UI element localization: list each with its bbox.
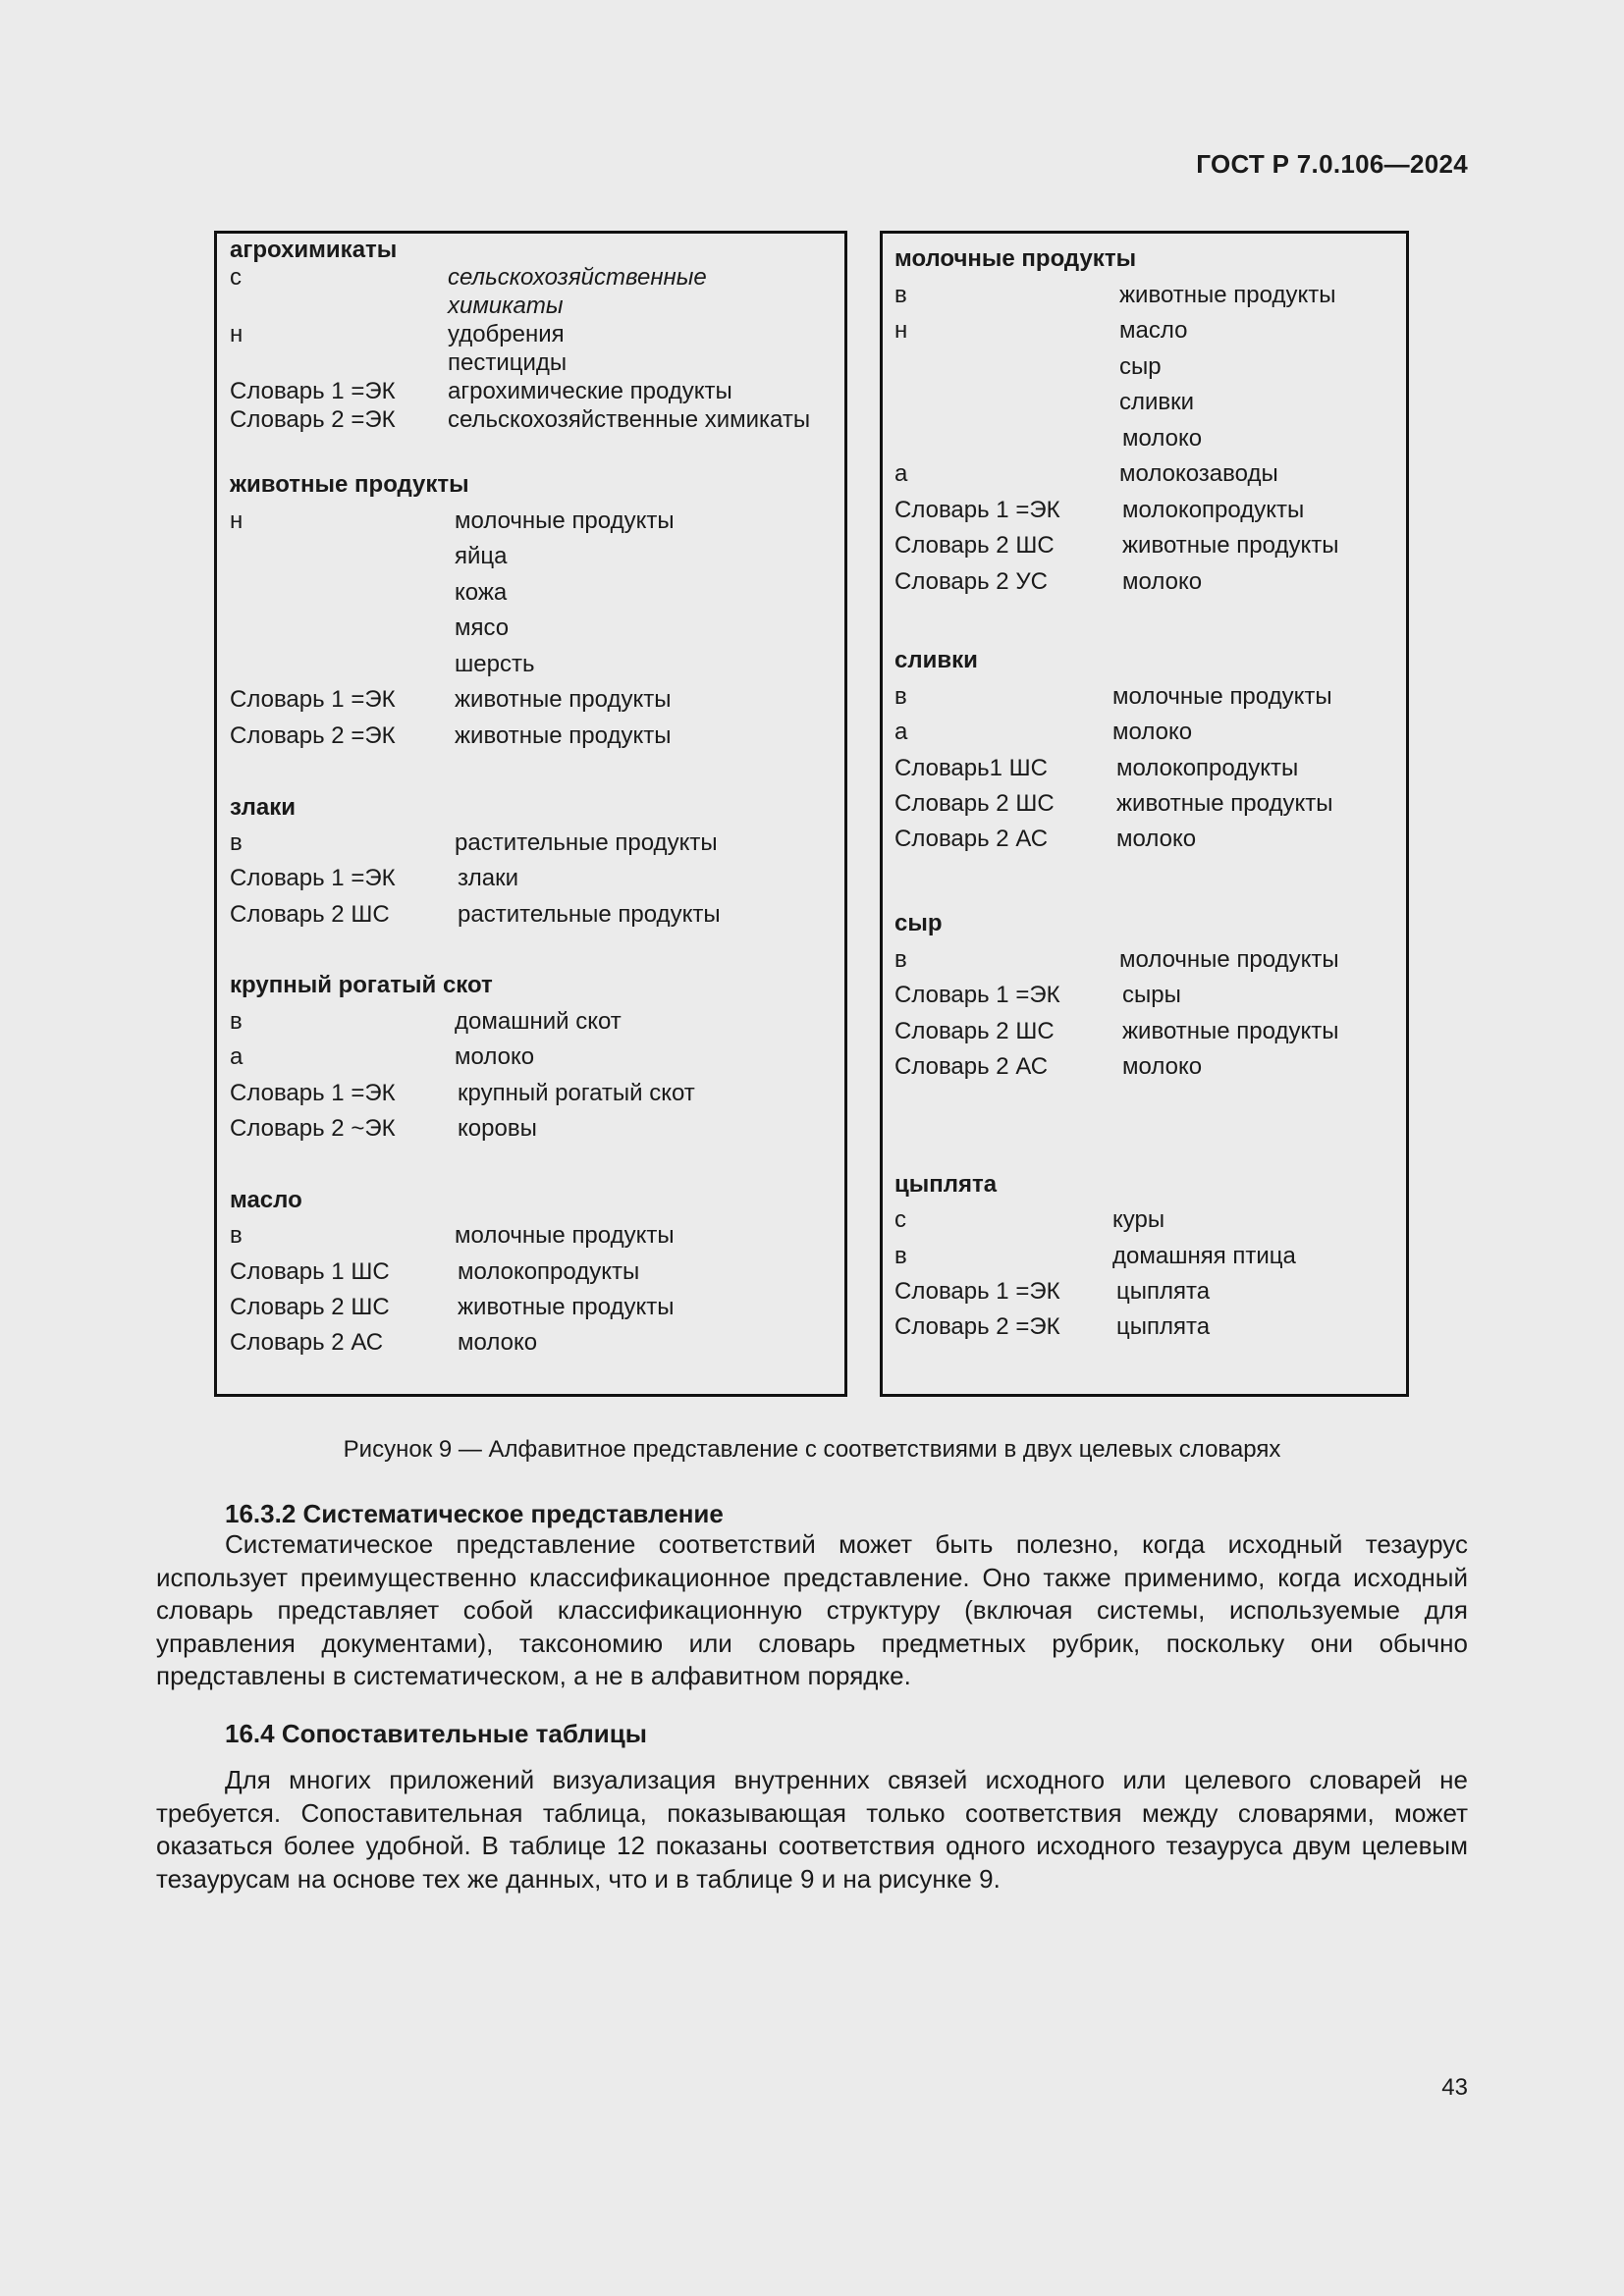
entry-term: крупный рогатый скот xyxy=(230,972,493,998)
section-heading-16-4: 16.4 Сопоставительные таблицы xyxy=(225,1719,647,1748)
entry-term: агрохимикаты xyxy=(230,237,398,263)
figure-caption: Рисунок 9 — Алфавитное представление с соответствиями в двух целевых словарях xyxy=(343,1436,1281,1463)
section-paragraph-16-4: Для многих приложений визуализация внутренних связей исходного или целевого словарей не требуется. Сопоставительная таблица, показывающая только соответствия между словарями, может оказаться более удобной. В таблице 12 показаны соответствия одного исходного тезауруса двум целевым тезаурусам на основе тех же данных, что и в таблице 9 и на рисунке 9. xyxy=(156,1765,1468,1894)
entry-term: сыр xyxy=(894,910,943,936)
figure-right-box: молочные продукты в животные продукты н масло сыр сливки молоко а молокозаводы Словарь 1 =ЭК молокопродукты Словарь 2 ШС животные продукты Словарь 2 УС молоко сливки в молочные продукты а молоко Словарь1 ШС молокопродукты Словарь 2 ШС животные продукты Словарь 2 АС молоко сыр в молочные продукты Словарь 1 =ЭК сыры Словарь 2 ШС животные продукты Словарь 2 АС молоко цыплята с куры в домашняя птица Словарь 1 =ЭК цыплята Словарь 2 =ЭК цыплята xyxy=(880,231,1409,1397)
entry-term: животные продукты xyxy=(230,471,469,498)
entry-term: молочные продукты xyxy=(894,245,1137,272)
section-paragraph-16-3-2: Систематическое представление соответствий может быть полезно, когда исходный тезаурус использует преимущественно классификационное представление. Оно также применимо, когда исходный словарь представляет собой классификационную структуру (включая системы, используемые для управления документами), таксономию или словарь предметных рубрик, поскольку они обычно представлены в систематическом, а не в алфавитном порядке. xyxy=(156,1529,1468,1690)
figure-left-box: агрохимикаты с сельскохозяйственные химикаты н удобрения пестициды Словарь 1 =ЭК агрохимические продукты Словарь 2 =ЭК сельскохозяйственные химикаты животные продукты н молочные продукты яйца кожа мясо шерсть Словарь 1 =ЭК животные продукты Словарь 2 =ЭК животные продукты злаки в растительные продукты Словарь 1 =ЭК злаки Словарь 2 ШС растительные продукты крупный рогатый скот в домашний скот а молоко Словарь 1 =ЭК крупный рогатый скот Словарь 2 ~ЭК коровы масло в молочные продукты Словарь 1 ШС молокопродукты Словарь 2 ШС животные продукты Словарь 2 АС молоко xyxy=(214,231,847,1397)
entry-term: масло xyxy=(230,1187,302,1213)
section-heading-16-3-2: 16.3.2 Систематическое представление xyxy=(225,1499,724,1528)
entry-term: сливки xyxy=(894,647,978,673)
page-number: 43 xyxy=(1441,2074,1468,2101)
document-number: ГОСТ Р 7.0.106—2024 xyxy=(1196,149,1468,179)
entry-term: цыплята xyxy=(894,1171,998,1198)
entry-term: злаки xyxy=(230,794,296,821)
